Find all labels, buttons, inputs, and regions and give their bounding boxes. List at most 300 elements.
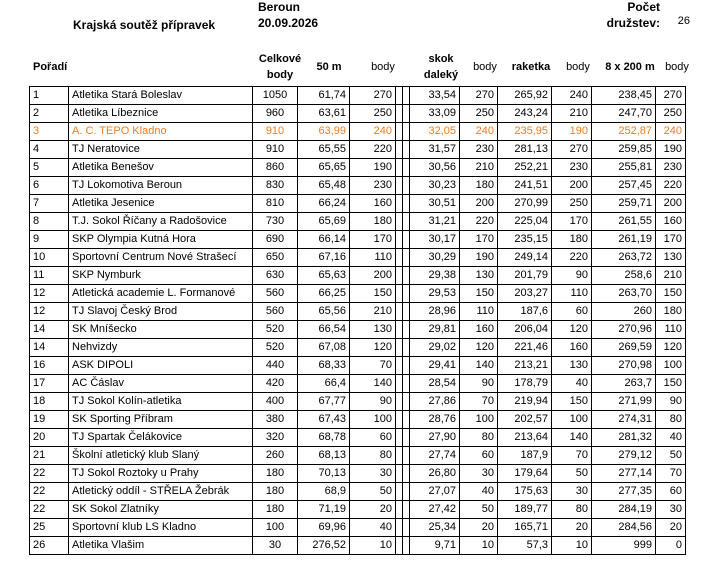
table-row: [30, 519, 686, 537]
total-points-cell: 400: [253, 393, 298, 411]
rocket-cell: 178,79: [498, 375, 552, 393]
separator-cell: [403, 177, 410, 195]
rank-cell: 3: [30, 123, 69, 141]
team-cell: A. C. TEPO Kladno: [69, 123, 253, 141]
rocket-cell: 175,63: [498, 483, 552, 501]
separator-cell: [403, 249, 410, 267]
teams-count: 26: [677, 15, 690, 27]
separator-cell: [396, 213, 403, 231]
rocket-points-cell: 130: [552, 357, 592, 375]
50m-time-cell: 71,19: [298, 501, 350, 519]
total-points-cell: 910: [253, 123, 298, 141]
separator-cell: [396, 483, 403, 501]
relay-points-cell: 180: [656, 303, 686, 321]
50m-points-cell: 140: [350, 375, 396, 393]
50m-time-cell: 66,14: [298, 231, 350, 249]
relay-cell: 238,45: [592, 87, 656, 105]
rocket-cell: 189,77: [498, 501, 552, 519]
50m-points-cell: 10: [350, 537, 396, 555]
table-row: [30, 177, 686, 195]
rank-cell: 10: [30, 249, 69, 267]
total-points-cell: 380: [253, 411, 298, 429]
50m-time-cell: 68,33: [298, 357, 350, 375]
rank-cell: 21: [30, 447, 69, 465]
separator-cell: [396, 429, 403, 447]
total-points-cell: 560: [253, 285, 298, 303]
long-jump-points-cell: 20: [460, 519, 498, 537]
relay-points-cell: 80: [656, 411, 686, 429]
team-cell: TJ Sokol Roztoky u Prahy: [69, 465, 253, 483]
long-jump-points-cell: 180: [460, 177, 498, 195]
50m-points-cell: 50: [350, 483, 396, 501]
50m-time-cell: 67,08: [298, 339, 350, 357]
long-jump-cell: 30,23: [410, 177, 460, 195]
separator-cell: [396, 141, 403, 159]
rocket-points-cell: 240: [552, 87, 592, 105]
total-points-cell: 180: [253, 465, 298, 483]
team-cell: SKP Olympia Kutná Hora: [69, 231, 253, 249]
long-jump-cell: 31,57: [410, 141, 460, 159]
col-header-rocket-points: body: [566, 61, 590, 73]
rank-cell: 25: [30, 519, 69, 537]
50m-time-cell: 65,48: [298, 177, 350, 195]
rank-cell: 6: [30, 177, 69, 195]
team-cell: AC Čáslav: [69, 375, 253, 393]
long-jump-cell: 25,34: [410, 519, 460, 537]
total-points-cell: 730: [253, 213, 298, 231]
50m-time-cell: 63,61: [298, 105, 350, 123]
relay-points-cell: 200: [656, 195, 686, 213]
relay-cell: 270,96: [592, 321, 656, 339]
rocket-cell: 252,21: [498, 159, 552, 177]
total-points-cell: 320: [253, 429, 298, 447]
rocket-cell: 235,15: [498, 231, 552, 249]
relay-points-cell: 240: [656, 123, 686, 141]
relay-points-cell: 190: [656, 141, 686, 159]
relay-cell: 274,31: [592, 411, 656, 429]
table-row: [30, 537, 686, 555]
long-jump-cell: 28,76: [410, 411, 460, 429]
separator-cell: [403, 465, 410, 483]
table-row: [30, 105, 686, 123]
separator-cell: [396, 177, 403, 195]
team-cell: Sportovní klub LS Kladno: [69, 519, 253, 537]
relay-cell: 270,98: [592, 357, 656, 375]
separator-cell: [396, 105, 403, 123]
relay-points-cell: 30: [656, 501, 686, 519]
table-row: [30, 159, 686, 177]
separator-cell: [396, 267, 403, 285]
total-points-cell: 650: [253, 249, 298, 267]
long-jump-cell: 29,02: [410, 339, 460, 357]
table-row: [30, 339, 686, 357]
relay-points-cell: 220: [656, 177, 686, 195]
50m-points-cell: 60: [350, 429, 396, 447]
table-row: [30, 357, 686, 375]
relay-points-cell: 110: [656, 321, 686, 339]
50m-points-cell: 210: [350, 303, 396, 321]
total-points-cell: 520: [253, 321, 298, 339]
separator-cell: [403, 213, 410, 231]
rank-cell: 11: [30, 267, 69, 285]
total-points-cell: 860: [253, 159, 298, 177]
team-cell: TJ Slavoj Český Brod: [69, 303, 253, 321]
separator-cell: [403, 159, 410, 177]
rocket-points-cell: 110: [552, 285, 592, 303]
50m-time-cell: 68,13: [298, 447, 350, 465]
50m-points-cell: 100: [350, 411, 396, 429]
relay-cell: 255,81: [592, 159, 656, 177]
total-points-cell: 960: [253, 105, 298, 123]
relay-points-cell: 160: [656, 213, 686, 231]
table-row: [30, 285, 686, 303]
team-cell: Nehvizdy: [69, 339, 253, 357]
rank-cell: 18: [30, 393, 69, 411]
long-jump-points-cell: 50: [460, 501, 498, 519]
rocket-cell: 179,64: [498, 465, 552, 483]
col-header-rocket: raketka: [511, 61, 551, 73]
relay-cell: 269,59: [592, 339, 656, 357]
long-jump-cell: 32,05: [410, 123, 460, 141]
50m-time-cell: 69,96: [298, 519, 350, 537]
relay-points-cell: 50: [656, 447, 686, 465]
col-header-50m: 50 m: [316, 61, 342, 73]
table-row: [30, 483, 686, 501]
separator-cell: [396, 159, 403, 177]
rocket-cell: 281,13: [498, 141, 552, 159]
separator-cell: [396, 375, 403, 393]
rocket-points-cell: 30: [552, 483, 592, 501]
table-row: [30, 321, 686, 339]
relay-cell: 259,71: [592, 195, 656, 213]
rocket-cell: 165,71: [498, 519, 552, 537]
long-jump-points-cell: 10: [460, 537, 498, 555]
total-points-cell: 180: [253, 483, 298, 501]
rank-cell: 7: [30, 195, 69, 213]
relay-cell: 261,55: [592, 213, 656, 231]
long-jump-points-cell: 210: [460, 159, 498, 177]
col-header-long-jump-line1: skok: [428, 53, 454, 65]
team-cell: ASK DIPOLI: [69, 357, 253, 375]
total-points-cell: 1050: [253, 87, 298, 105]
team-cell: Sportovní Centrum Nové Strašecí: [69, 249, 253, 267]
50m-time-cell: 66,25: [298, 285, 350, 303]
separator-cell: [396, 231, 403, 249]
rocket-points-cell: 170: [552, 213, 592, 231]
separator-cell: [396, 321, 403, 339]
relay-points-cell: 90: [656, 393, 686, 411]
relay-points-cell: 40: [656, 429, 686, 447]
rocket-points-cell: 190: [552, 123, 592, 141]
relay-cell: 279,12: [592, 447, 656, 465]
long-jump-cell: 26,80: [410, 465, 460, 483]
long-jump-cell: 28,54: [410, 375, 460, 393]
rank-cell: 14: [30, 321, 69, 339]
rocket-cell: 213,64: [498, 429, 552, 447]
long-jump-points-cell: 230: [460, 141, 498, 159]
table-row: [30, 123, 686, 141]
separator-cell: [403, 447, 410, 465]
long-jump-points-cell: 140: [460, 357, 498, 375]
50m-time-cell: 65,63: [298, 267, 350, 285]
rank-cell: 16: [30, 357, 69, 375]
long-jump-points-cell: 250: [460, 105, 498, 123]
separator-cell: [396, 501, 403, 519]
separator-cell: [396, 537, 403, 555]
separator-cell: [403, 105, 410, 123]
separator-cell: [403, 501, 410, 519]
col-header-relay: 8 x 200 m: [605, 61, 655, 73]
rocket-points-cell: 80: [552, 501, 592, 519]
total-points-cell: 630: [253, 267, 298, 285]
50m-points-cell: 110: [350, 249, 396, 267]
rank-cell: 1: [30, 87, 69, 105]
rocket-cell: 270,99: [498, 195, 552, 213]
relay-points-cell: 250: [656, 105, 686, 123]
rocket-cell: 243,24: [498, 105, 552, 123]
rank-cell: 12: [30, 303, 69, 321]
50m-points-cell: 170: [350, 231, 396, 249]
50m-points-cell: 30: [350, 465, 396, 483]
separator-cell: [396, 195, 403, 213]
rocket-cell: 187,6: [498, 303, 552, 321]
long-jump-cell: 29,41: [410, 357, 460, 375]
rocket-points-cell: 250: [552, 195, 592, 213]
separator-cell: [396, 519, 403, 537]
rank-cell: 9: [30, 231, 69, 249]
50m-points-cell: 230: [350, 177, 396, 195]
teams-label-line2: družstev:: [606, 16, 660, 30]
relay-points-cell: 0: [656, 537, 686, 555]
col-header-jump-points: body: [473, 61, 497, 73]
total-points-cell: 520: [253, 339, 298, 357]
rocket-cell: 203,27: [498, 285, 552, 303]
separator-cell: [403, 195, 410, 213]
total-points-cell: 30: [253, 537, 298, 555]
relay-cell: 247,70: [592, 105, 656, 123]
rocket-points-cell: 20: [552, 519, 592, 537]
results-table: [29, 86, 686, 555]
team-cell: SK Sporting Příbram: [69, 411, 253, 429]
rank-cell: 2: [30, 105, 69, 123]
long-jump-points-cell: 150: [460, 285, 498, 303]
separator-cell: [396, 357, 403, 375]
long-jump-points-cell: 70: [460, 393, 498, 411]
long-jump-points-cell: 80: [460, 429, 498, 447]
rocket-cell: 225,04: [498, 213, 552, 231]
rocket-points-cell: 120: [552, 321, 592, 339]
rank-cell: 22: [30, 501, 69, 519]
50m-points-cell: 200: [350, 267, 396, 285]
long-jump-cell: 29,38: [410, 267, 460, 285]
rank-cell: 4: [30, 141, 69, 159]
50m-points-cell: 250: [350, 105, 396, 123]
separator-cell: [403, 429, 410, 447]
rocket-points-cell: 90: [552, 267, 592, 285]
long-jump-points-cell: 170: [460, 231, 498, 249]
separator-cell: [403, 483, 410, 501]
table-row: [30, 429, 686, 447]
separator-cell: [403, 357, 410, 375]
rank-cell: 22: [30, 465, 69, 483]
50m-points-cell: 220: [350, 141, 396, 159]
col-header-50m-points: body: [371, 61, 395, 73]
team-cell: TJ Neratovice: [69, 141, 253, 159]
separator-cell: [403, 267, 410, 285]
50m-points-cell: 20: [350, 501, 396, 519]
table-row: [30, 447, 686, 465]
50m-time-cell: 67,43: [298, 411, 350, 429]
rocket-points-cell: 210: [552, 105, 592, 123]
team-cell: Atletika Benešov: [69, 159, 253, 177]
rocket-points-cell: 220: [552, 249, 592, 267]
relay-points-cell: 150: [656, 285, 686, 303]
long-jump-cell: 28,96: [410, 303, 460, 321]
50m-time-cell: 66,54: [298, 321, 350, 339]
long-jump-points-cell: 240: [460, 123, 498, 141]
50m-points-cell: 180: [350, 213, 396, 231]
rocket-points-cell: 150: [552, 393, 592, 411]
team-cell: Atletika Jesenice: [69, 195, 253, 213]
relay-points-cell: 20: [656, 519, 686, 537]
separator-cell: [403, 321, 410, 339]
long-jump-cell: 33,09: [410, 105, 460, 123]
rocket-cell: 249,14: [498, 249, 552, 267]
relay-cell: 271,99: [592, 393, 656, 411]
long-jump-points-cell: 160: [460, 321, 498, 339]
relay-cell: 258,6: [592, 267, 656, 285]
total-points-cell: 260: [253, 447, 298, 465]
long-jump-cell: 27,74: [410, 447, 460, 465]
relay-cell: 263,7: [592, 375, 656, 393]
long-jump-points-cell: 120: [460, 339, 498, 357]
table-row: [30, 411, 686, 429]
table-row: [30, 231, 686, 249]
long-jump-cell: 30,51: [410, 195, 460, 213]
50m-time-cell: 65,69: [298, 213, 350, 231]
col-header-long-jump-line2: daleký: [423, 69, 459, 81]
long-jump-cell: 27,90: [410, 429, 460, 447]
long-jump-points-cell: 30: [460, 465, 498, 483]
long-jump-cell: 27,07: [410, 483, 460, 501]
long-jump-points-cell: 220: [460, 213, 498, 231]
rocket-cell: 57,3: [498, 537, 552, 555]
rocket-cell: 206,04: [498, 321, 552, 339]
long-jump-cell: 30,56: [410, 159, 460, 177]
long-jump-points-cell: 110: [460, 303, 498, 321]
rocket-points-cell: 230: [552, 159, 592, 177]
rocket-points-cell: 140: [552, 429, 592, 447]
long-jump-cell: 27,42: [410, 501, 460, 519]
rocket-cell: 235,95: [498, 123, 552, 141]
rocket-points-cell: 200: [552, 177, 592, 195]
50m-points-cell: 40: [350, 519, 396, 537]
long-jump-points-cell: 90: [460, 375, 498, 393]
50m-points-cell: 90: [350, 393, 396, 411]
rocket-points-cell: 70: [552, 447, 592, 465]
50m-time-cell: 68,9: [298, 483, 350, 501]
table-row: [30, 87, 686, 105]
50m-time-cell: 67,77: [298, 393, 350, 411]
relay-cell: 257,45: [592, 177, 656, 195]
separator-cell: [403, 393, 410, 411]
separator-cell: [403, 231, 410, 249]
rocket-cell: 202,57: [498, 411, 552, 429]
separator-cell: [403, 375, 410, 393]
long-jump-cell: 30,17: [410, 231, 460, 249]
50m-points-cell: 70: [350, 357, 396, 375]
total-points-cell: 690: [253, 231, 298, 249]
relay-cell: 261,19: [592, 231, 656, 249]
relay-cell: 277,35: [592, 483, 656, 501]
separator-cell: [403, 123, 410, 141]
relay-cell: 260: [592, 303, 656, 321]
separator-cell: [396, 285, 403, 303]
total-points-cell: 810: [253, 195, 298, 213]
col-header-total-line1: Celkové: [258, 53, 302, 65]
rank-cell: 17: [30, 375, 69, 393]
separator-cell: [396, 393, 403, 411]
col-header-relay-points: body: [665, 61, 689, 73]
50m-time-cell: 65,56: [298, 303, 350, 321]
col-header-rank: Pořadí: [33, 61, 68, 73]
table-row: [30, 141, 686, 159]
total-points-cell: 100: [253, 519, 298, 537]
competition-date: 20.09.2026: [258, 16, 319, 30]
rank-cell: 19: [30, 411, 69, 429]
team-cell: TJ Sokol Kolín-atletika: [69, 393, 253, 411]
rocket-points-cell: 50: [552, 465, 592, 483]
long-jump-cell: 9,71: [410, 537, 460, 555]
50m-points-cell: 80: [350, 447, 396, 465]
relay-cell: 263,70: [592, 285, 656, 303]
col-header-long-jump: [416, 51, 466, 83]
separator-cell: [403, 411, 410, 429]
table-row: [30, 375, 686, 393]
rank-cell: 14: [30, 339, 69, 357]
50m-points-cell: 150: [350, 285, 396, 303]
50m-time-cell: 65,55: [298, 141, 350, 159]
table-row: [30, 213, 686, 231]
50m-time-cell: 68,78: [298, 429, 350, 447]
table-row: [30, 303, 686, 321]
rocket-points-cell: 40: [552, 375, 592, 393]
total-points-cell: 180: [253, 501, 298, 519]
rocket-points-cell: 180: [552, 231, 592, 249]
separator-cell: [403, 285, 410, 303]
relay-points-cell: 150: [656, 375, 686, 393]
separator-cell: [403, 519, 410, 537]
team-cell: T.J. Sokol Říčany a Radošovice: [69, 213, 253, 231]
long-jump-points-cell: 60: [460, 447, 498, 465]
team-cell: SK Mníšecko: [69, 321, 253, 339]
long-jump-points-cell: 40: [460, 483, 498, 501]
separator-cell: [396, 123, 403, 141]
competition-title: Krajská soutěž přípravek: [73, 18, 216, 32]
50m-time-cell: 63,99: [298, 123, 350, 141]
50m-points-cell: 270: [350, 87, 396, 105]
separator-cell: [403, 141, 410, 159]
table-row: [30, 195, 686, 213]
rocket-cell: 265,92: [498, 87, 552, 105]
relay-points-cell: 270: [656, 87, 686, 105]
rocket-cell: 241,51: [498, 177, 552, 195]
total-points-cell: 560: [253, 303, 298, 321]
rocket-cell: 219,94: [498, 393, 552, 411]
50m-points-cell: 120: [350, 339, 396, 357]
relay-cell: 281,32: [592, 429, 656, 447]
team-cell: SKP Nymburk: [69, 267, 253, 285]
